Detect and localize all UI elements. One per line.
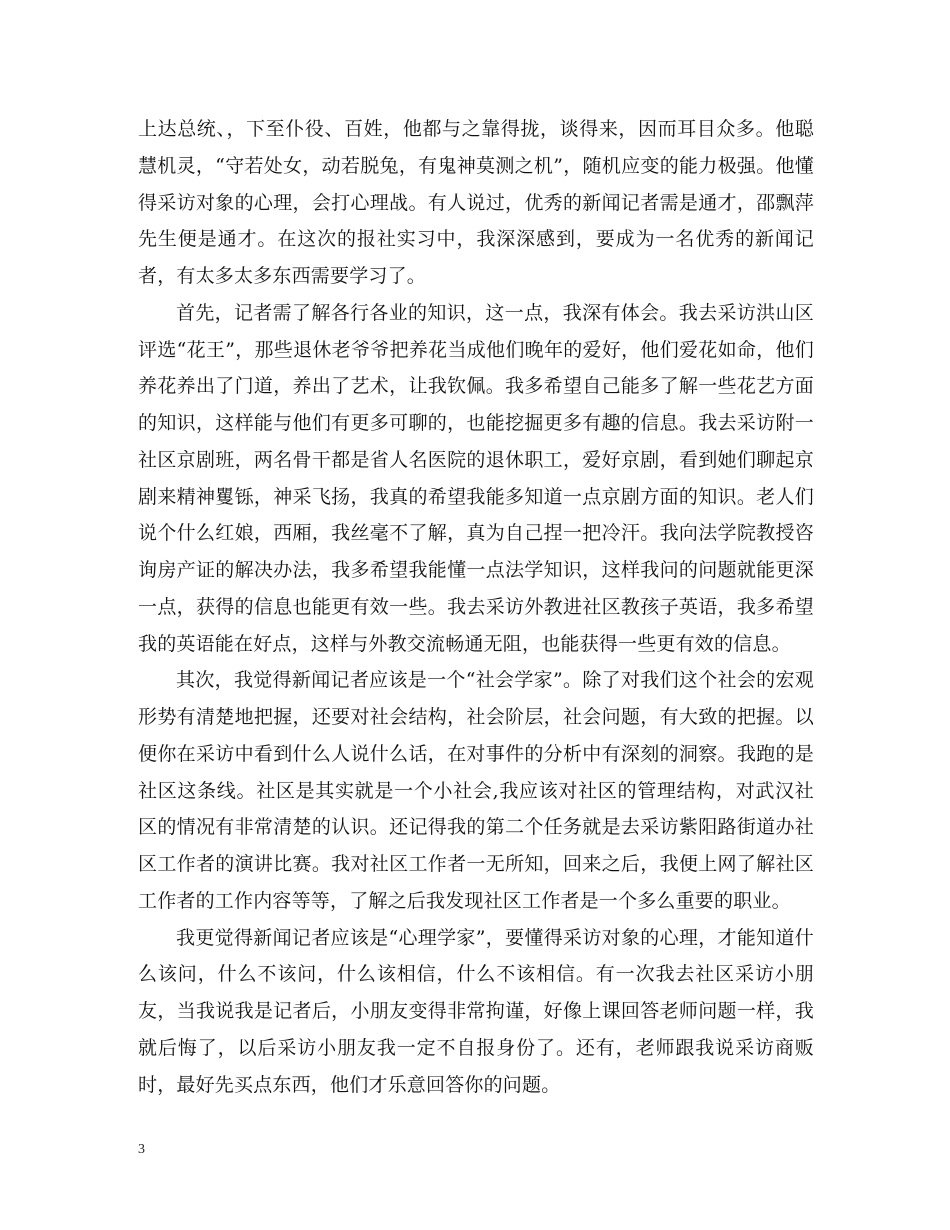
page-number: 3 — [138, 1142, 145, 1157]
body-text — [138, 111, 814, 1103]
paragraph-3: 其次，我觉得新闻记者应该是一个“社会学家”。除了对我们这个社会的宏观形势有清楚地把握，还要对社会结构，社会阶层，社会问题，有大致的把握。以便你在采访中看到什么人说什么话，在对事件的分析中有深刻的洞察。我跑的是社区这条线。社区是其实就是一个小社会,我应该对社区的管理结构，对武汉社区的情况有非常清楚的认识。还记得我的第二个任务就是去采访紫阳路街道办社区工作者的演讲比赛。我对社区工作者一无所知，回来之后，我便上网了解社区工作者的工作内容等等，了解之后我发现社区工作者是一个多么重要的职业。 — [138, 669, 814, 912]
paragraph-1: 上达总统、，下至仆役、百姓，他都与之靠得拢，谈得来，因而耳目众多。他聪慧机灵，“守若处女，动若脱兔，有鬼神莫测之机”，随机应变的能力极强。他懂得采访对象的心理，会打心理战。有人说过，优秀的新闻记者需是通才，邵飘萍先生便是通才。在这次的报社实习中，我深深感到，要成为一名优秀的新闻记者，有太多太多东西需要学习了。 — [138, 118, 814, 287]
paragraph-2: 首先，记者需了解各行各业的知识，这一点，我深有体会。我去采访洪山区评选“花王”，那些退休老爷爷把养花当成他们晚年的爱好，他们爱花如命，他们养花养出了门道，养出了艺术，让我钦佩。我多希望自己能多了解一些花艺方面的知识，这样能与他们有更多可聊的，也能挖掘更多有趣的信息。我去采访附一社区京剧班，两名骨干都是省人名医院的退休职工，爱好京剧，看到她们聊起京剧来精神矍铄，神采飞扬，我真的希望我能多知道一点京剧方面的知识。老人们说个什么红娘，西厢，我丝毫不了解，真为自己捏一把冷汗。我向法学院教授咨询房产证的解决办法，我多希望我能懂一点法学知识，这样我问的问题就能更深一点，获得的信息也能更有效一些。我去采访外教进社区教孩子英语，我多希望我的英语能在好点，这样与外教交流畅通无阻，也能获得一些更有效的信息。 — [138, 301, 814, 655]
paragraph-4: 我更觉得新闻记者应该是“心理学家”，要懂得采访对象的心理，才能知道什么该问，什么不该问，什么该相信，什么不该相信。有一次我去社区采访小朋友，当我说我是记者后，小朋友变得非常拘谨，好像上课回答老师问题一样，我就后悔了，以后采访小朋友我一定不自报身份了。还有，老师跟我说采访商贩时，最好先买点东西，他们才乐意回答你的问题。 — [138, 926, 814, 1096]
